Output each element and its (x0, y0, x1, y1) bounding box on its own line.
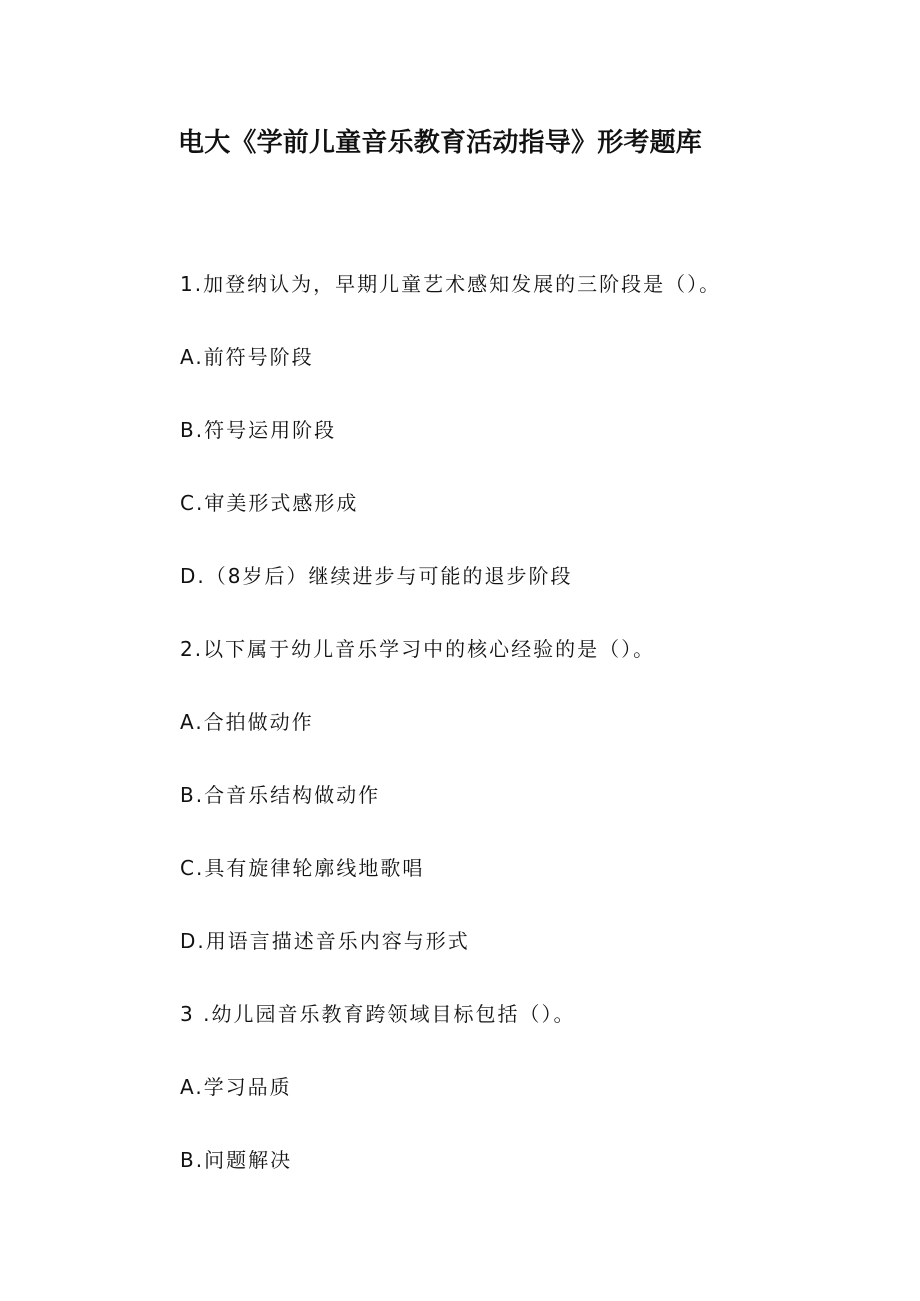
question-2-option-a: A.合拍做动作 (180, 710, 314, 734)
question-2-option-c: C.具有旋律轮廓线地歌唱 (180, 856, 425, 880)
question-1-option-a: A.前符号阶段 (180, 345, 314, 369)
question-1-option-c: C.审美形式感形成 (180, 491, 359, 515)
question-2-option-d: D.用语言描述音乐内容与形式 (180, 929, 470, 953)
question-list (180, 270, 820, 1219)
question-1-option-d: D.（8岁后）继续进步与可能的退步阶段 (180, 564, 573, 588)
question-3-option-a: A.学习品质 (180, 1075, 292, 1099)
question-2-text: 2.以下属于幼儿音乐学习中的核心经验的是（）。 (180, 637, 656, 661)
question-1-option-b: B.符号运用阶段 (180, 418, 337, 442)
question-3-text: 3 .幼儿园音乐教育跨领域目标包括（）。 (180, 1002, 576, 1026)
question-2-option-b: B.合音乐结构做动作 (180, 783, 381, 807)
document-title: 电大《学前儿童音乐教育活动指导》形考题库 (178, 128, 703, 158)
question-1-text: 1.加登纳认为，早期儿童艺术感知发展的三阶段是（）。 (180, 272, 722, 296)
question-3-option-b: B.问题解决 (180, 1148, 293, 1172)
